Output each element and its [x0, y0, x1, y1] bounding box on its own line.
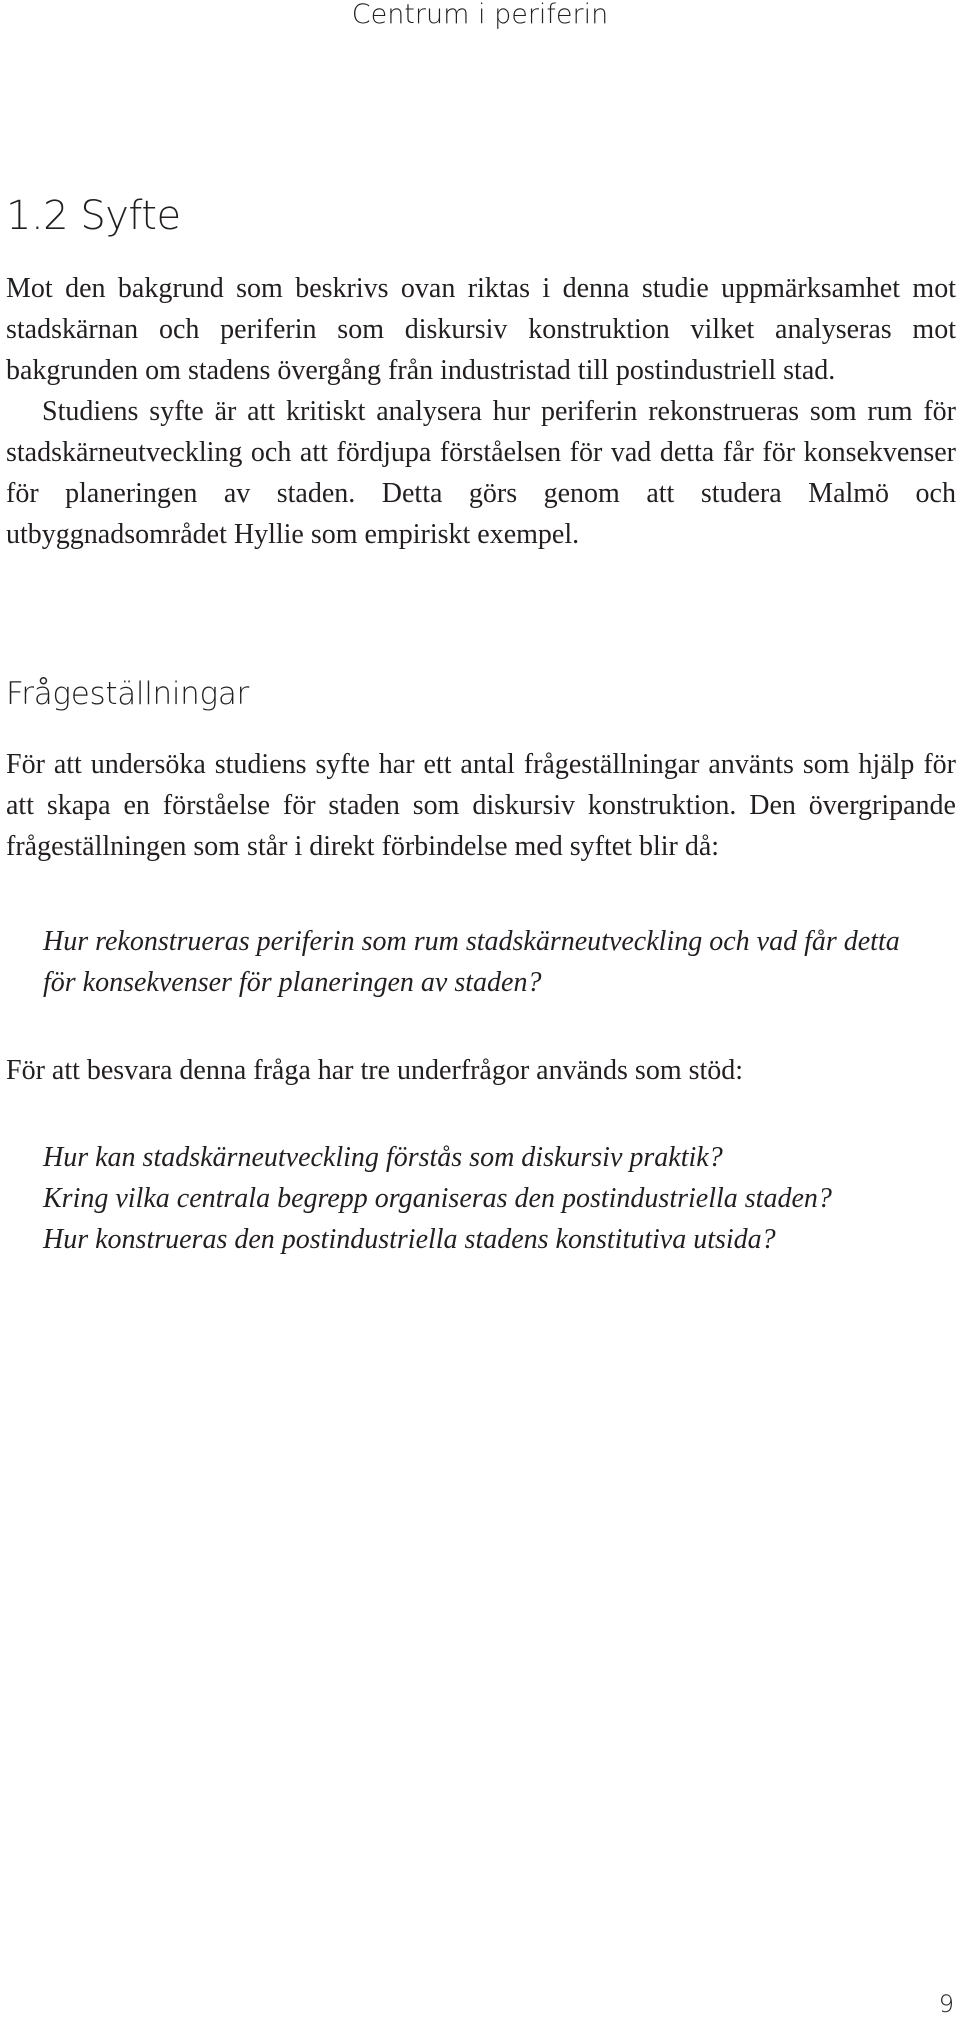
sub-question-item: Hur kan stadskärneutveckling förstås som diskursiv praktik?	[43, 1142, 723, 1173]
running-header: Centrum i periferin	[351, 0, 609, 30]
main-question-line: Hur rekonstrueras periferin som rum stadskärneutveckling och vad får detta	[43, 926, 900, 957]
main-question-line: för konsekvenser för planeringen av staden?	[43, 967, 542, 998]
subsection-heading: Frågeställningar	[6, 676, 249, 712]
main-research-question	[43, 921, 956, 1003]
sub-questions-intro: För att besvara denna fråga har tre underfrågor används som stöd:	[6, 1055, 744, 1086]
purpose-background-text: Mot den bakgrund som beskrivs ovan riktas i denna studie uppmärksamhet mot stadskärnan och periferin som diskursiv konstruktion vilket analyseras mot bakgrunden om stadens övergång från industristad till postindustriell stad.	[6, 273, 956, 386]
sub-question-item: Kring vilka centrala begrepp organiseras den postindustriella staden?	[43, 1183, 832, 1214]
questions-intro-paragraph: För att undersöka studiens syfte har ett antal frågeställningar använts som hjälp för att skapa en förståelse för staden som diskursiv konstruktion. Den övergripande frågeställningen som står i direkt förbindelse med syftet blir då:	[6, 749, 956, 862]
section-heading: 1.2 Syfte	[6, 193, 181, 239]
page-number: 9	[938, 1990, 954, 2018]
purpose-aim-text: Studiens syfte är att kritiskt analysera hur periferin rekonstrueras som rum för stadskärneutveckling och att fördjupa förståelsen för vad detta får för konsekvenser för planeringen av staden. Detta görs genom att studera Malmö och utbyggnadsområdet Hyllie som empiriskt exempel.	[6, 396, 956, 550]
sub-question-item: Hur konstrueras den postindustriella stadens konstitutiva utsida?	[43, 1224, 776, 1255]
purpose-paragraph	[6, 268, 956, 555]
sub-questions-list	[43, 1137, 956, 1260]
